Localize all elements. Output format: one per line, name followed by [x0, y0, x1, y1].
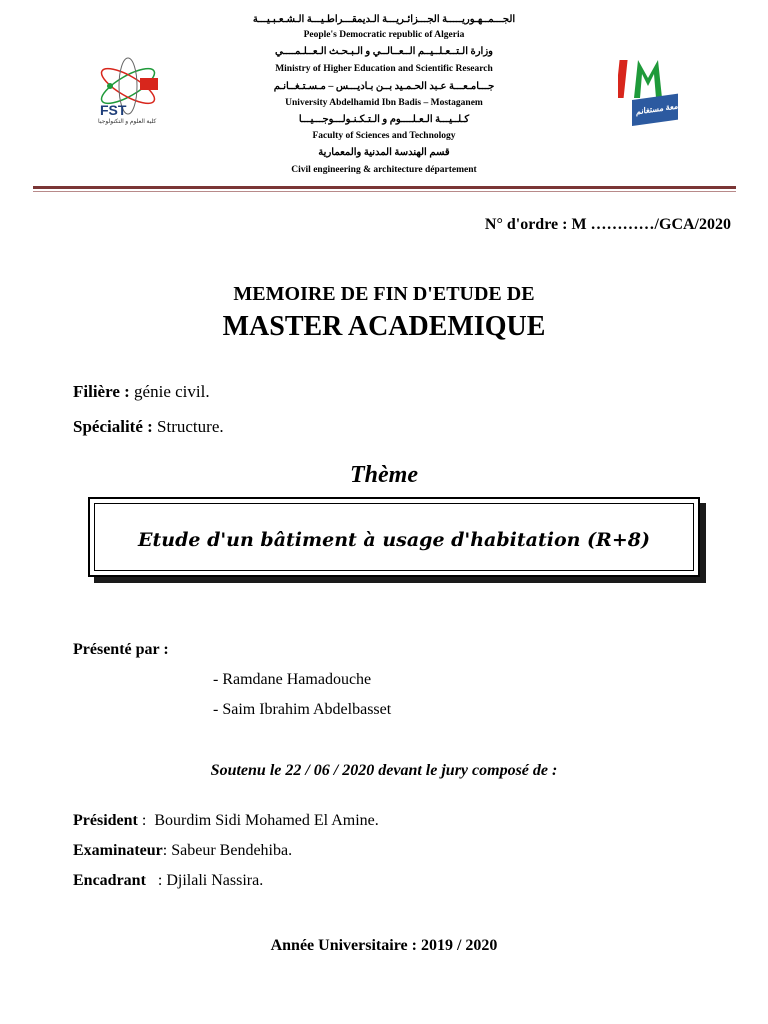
- arabic-faculty-line: كـلــيـــة الـعـلــــوم و الـتـكـنـولـــوجـــيـــا: [298, 114, 470, 125]
- fst-logo: [92, 50, 172, 130]
- university-logo: [618, 56, 686, 130]
- faculty-line: Faculty of Sciences and Technology: [312, 131, 456, 141]
- president-label: Président: [73, 812, 138, 829]
- jury-president: [73, 812, 379, 830]
- republic-line: People's Democratic republic of Algeria: [303, 30, 465, 40]
- encadrant-separator: :: [145, 872, 167, 889]
- university-logo-text: جامعة مستغانم: [636, 100, 686, 117]
- president-separator: :: [137, 812, 155, 829]
- examinateur-name: Sabeur Bendehiba.: [171, 842, 293, 859]
- ministry-line: Ministry of Higher Education and Scientific Research: [275, 64, 493, 74]
- examinateur-separator: :: [162, 842, 172, 859]
- order-number: N° d'ordre : M …………/GCA/2020: [484, 216, 731, 233]
- encadrant-name: Djilali Nassira.: [166, 872, 264, 889]
- specialite-value: Structure.: [157, 417, 224, 436]
- jury-encadrant: [73, 872, 263, 890]
- soutenu-line: Soutenu le 22 / 06 / 2020 devant le jury composé de :: [210, 762, 558, 779]
- theme-heading: Thème: [350, 462, 418, 488]
- department-line: Civil engineering & architecture département: [291, 165, 477, 175]
- university-line: University Abdelhamid Ibn Badis – Mostaganem: [285, 98, 483, 108]
- academic-year: Année Universitaire : 2019 / 2020: [270, 937, 498, 954]
- president-name: Bourdim Sidi Mohamed El Amine.: [154, 812, 379, 829]
- student-name: - Ramdane Hamadouche: [213, 671, 372, 688]
- header-rule-thin: [33, 191, 736, 192]
- memoire-title: MEMOIRE DE FIN D'ETUDE DE: [233, 283, 535, 305]
- university-logo-icon: [618, 56, 680, 130]
- arabic-department-line: قسم الهندسة المدنية والمعمارية: [318, 147, 450, 158]
- theme-box: [88, 497, 700, 577]
- filiere-line: [73, 382, 210, 402]
- arabic-ministry-line: وزارة الـتــعـلــيــم الــعــالــي و الـبـحـث الـعــلـمــــي: [275, 46, 493, 57]
- arabic-university-line: جـــامـعـــة عـبد الحـمـيد بــن بـاديـــس – مـسـتـغــانـم: [273, 81, 495, 92]
- theme-text: Etude d'un bâtiment à usage d'habitation (R+8): [138, 529, 650, 551]
- jury-examinateur: [73, 842, 292, 860]
- fst-logo-text: FST: [100, 102, 127, 118]
- header-rule-thick: [33, 186, 736, 189]
- filiere-label: Filière :: [73, 382, 130, 401]
- master-title: MASTER ACADEMIQUE: [222, 311, 546, 342]
- specialite-line: [73, 417, 224, 437]
- filiere-value: génie civil.: [134, 382, 210, 401]
- examinateur-label: Examinateur: [73, 842, 163, 859]
- encadrant-label: Encadrant: [73, 872, 146, 889]
- fst-logo-subtext: كلية العلوم و التكنولوجيا: [98, 119, 157, 125]
- student-name: - Saim Ibrahim Abdelbasset: [213, 701, 392, 718]
- presented-by-label: Présenté par :: [73, 641, 169, 658]
- arabic-republic-line: الجـــمــهـوريـــــة الجـــزائـريـــة الـديمقـــراطـيـــة الـشـعـبـيـــة: [252, 14, 516, 25]
- specialite-label: Spécialité :: [73, 417, 153, 436]
